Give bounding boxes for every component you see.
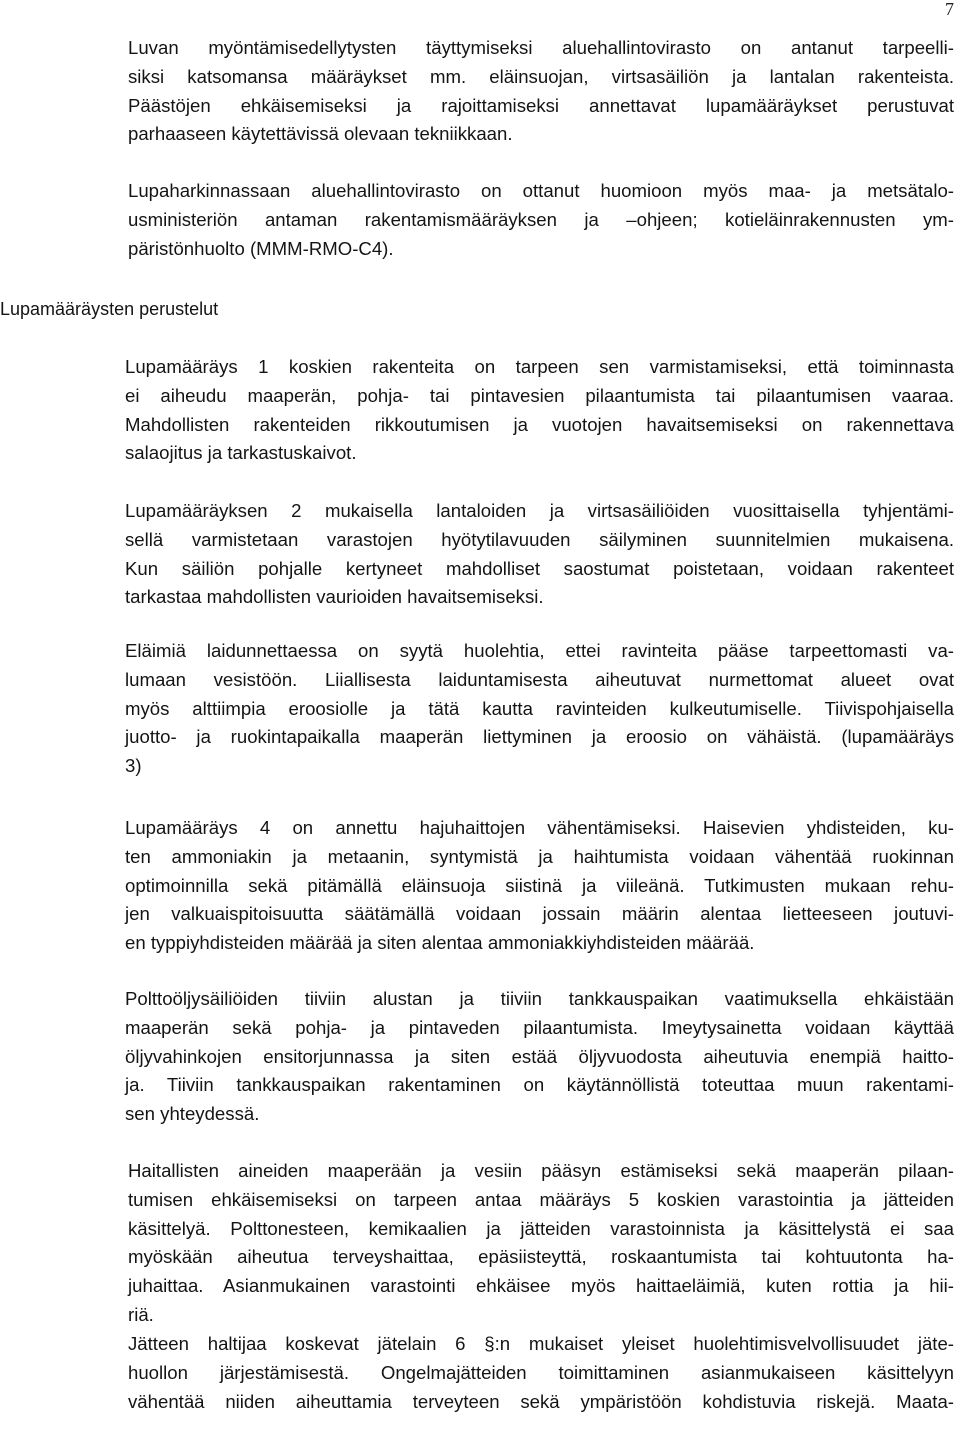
text-line: Lupamääräys 4 on annettu hajuhaittojen vähentämiseksi. Haisevien yhdisteiden, ku-	[125, 817, 954, 838]
paragraph-3	[125, 353, 954, 468]
text-line: Mahdollisten rakenteiden rikkoutumisen ja vuotojen havaitsemiseksi on rakennettava	[125, 413, 954, 435]
text-line: Jätteen haltijaa koskevat jätelain 6 §:n mukaiset yleiset huolehtimisvelvollisuudet jäte-	[128, 1333, 954, 1354]
text-line: myös alttiimpia eroosiolle ja tätä kautta ravinteiden kulkeutumiselle. Tiivispohjaisella	[125, 697, 954, 719]
text-line: Polttoöljysäiliöiden tiiviin alustan ja tiiviin tankkauspaikan vaatimuksella ehkäistään	[125, 988, 954, 1009]
text-line: Päästöjen ehkäisemiseksi ja rajoittamiseksi annettavat lupamääräykset perustuvat	[128, 94, 954, 116]
text-line: vähentää niiden aiheuttamia terveyteen sekä ympäristöön kohdistuvia riskejä. Maata-	[128, 1390, 954, 1412]
text-line: lumaan vesistöön. Liiallisesta laiduntamisesta aiheutuvat nurmettomat alueet ovat	[125, 668, 954, 690]
text-line: tumisen ehkäisemiseksi on tarpeen antaa määräys 5 koskien varastointia ja jätteiden	[128, 1188, 954, 1210]
text-line: juhaittaa. Asianmukainen varastointi ehkäisee myös haittaeläimiä, kuten rottia ja hii-	[128, 1275, 954, 1297]
paragraph-4	[125, 497, 954, 612]
paragraph-5	[125, 637, 954, 781]
paragraph-1	[128, 34, 954, 149]
text-line: päristönhuolto (MMM-RMO-C4).	[128, 237, 394, 259]
paragraph-2	[128, 177, 954, 263]
page-number: 7	[945, 0, 954, 19]
text-line: ja. Tiiviin tankkauspaikan rakentaminen on käytännöllistä toteuttaa muun rakentami-	[125, 1074, 954, 1096]
text-line: Lupaharkinnassaan aluehallintovirasto on ottanut huomioon myös maa- ja metsätalo-	[128, 180, 954, 201]
text-line: maaperän sekä pohja- ja pintaveden pilaantumista. Imeytysainetta voidaan käyttää	[125, 1016, 954, 1038]
text-line: huollon järjestämisestä. Ongelmajätteiden toimittaminen asianmukaiseen käsittelyyn	[128, 1361, 954, 1383]
paragraph-9	[128, 1330, 954, 1416]
text-line: Luvan myöntämisedellytysten täyttymiseksi aluehallintovirasto on antanut tarpeelli-	[128, 37, 954, 58]
text-line: optimoinnilla sekä pitämällä eläinsuoja siistinä ja viileänä. Tutkimusten mukaan rehu-	[125, 874, 954, 896]
text-line: parhaaseen käytettävissä olevaan tekniikkaan.	[128, 123, 513, 145]
text-line: Lupamääräyksen 2 mukaisella lantaloiden ja virtsasäiliöiden vuosittaisella tyhjentämi-	[125, 500, 954, 521]
text-line: jen valkuaispitoisuutta säätämällä voidaan jossain määrin alentaa lietteeseen joutuvi-	[125, 903, 954, 925]
text-line: öljyvahinkojen ensitorjunnassa ja siten estää öljyvuodosta aiheutuvia enempiä haitto-	[125, 1045, 954, 1067]
paragraph-8	[128, 1157, 954, 1330]
text-line: sen yhteydessä.	[125, 1103, 260, 1125]
text-line: usministeriön antaman rakentamismääräyksen ja –ohjeen; kotieläinrakennusten ym-	[128, 208, 954, 230]
side-heading: Lupamääräysten perustelut	[0, 299, 219, 319]
text-line: juotto- ja ruokintapaikalla maaperän liettyminen ja eroosio on vähäistä. (lupamääräys	[125, 726, 954, 748]
text-line: ei aiheudu maaperän, pohja- tai pintavesien pilaantumista tai pilaantumisen vaaraa.	[125, 384, 954, 406]
text-line: käsittelyä. Polttonesteen, kemikaalien ja jätteiden varastoinnista ja käsittelystä ei saa	[128, 1217, 954, 1239]
text-line: Lupamääräys 1 koskien rakenteita on tarpeen sen varmistamiseksi, että toiminnasta	[125, 356, 954, 377]
text-line: en typpiyhdisteiden määrää ja siten alentaa ammoniakkiyhdisteiden määrää.	[125, 932, 755, 954]
text-line: Kun säiliön pohjalle kertyneet mahdolliset saostumat poistetaan, voidaan rakenteet	[125, 557, 954, 579]
text-line: myöskään aiheutua terveyshaittaa, epäsiisteyttä, roskaantumista tai kohtuutonta ha-	[128, 1246, 954, 1268]
text-line: Eläimiä laidunnettaessa on syytä huolehtia, ettei ravinteita pääse tarpeettomasti va-	[125, 640, 954, 661]
text-line: salaojitus ja tarkastuskaivot.	[125, 442, 357, 464]
text-line: ten ammoniakin ja metaanin, syntymistä ja haihtumista voidaan vähentää ruokinnan	[125, 845, 954, 867]
paragraph-6	[125, 814, 954, 958]
text-line: Haitallisten aineiden maaperään ja vesiin pääsyn estämiseksi sekä maaperän pilaan-	[128, 1160, 954, 1181]
text-line: 3)	[125, 755, 142, 777]
text-line: siksi katsomansa määräykset mm. eläinsuojan, virtsasäiliön ja lantalan rakenteista.	[128, 65, 954, 87]
text-line: sellä varmistetaan varastojen hyötytilavuuden säilyminen suunnitelmien mukaisena.	[125, 528, 954, 550]
paragraph-7	[125, 985, 954, 1129]
text-line: tarkastaa mahdollisten vaurioiden havaitsemiseksi.	[125, 586, 544, 608]
text-line: riä.	[128, 1303, 154, 1325]
